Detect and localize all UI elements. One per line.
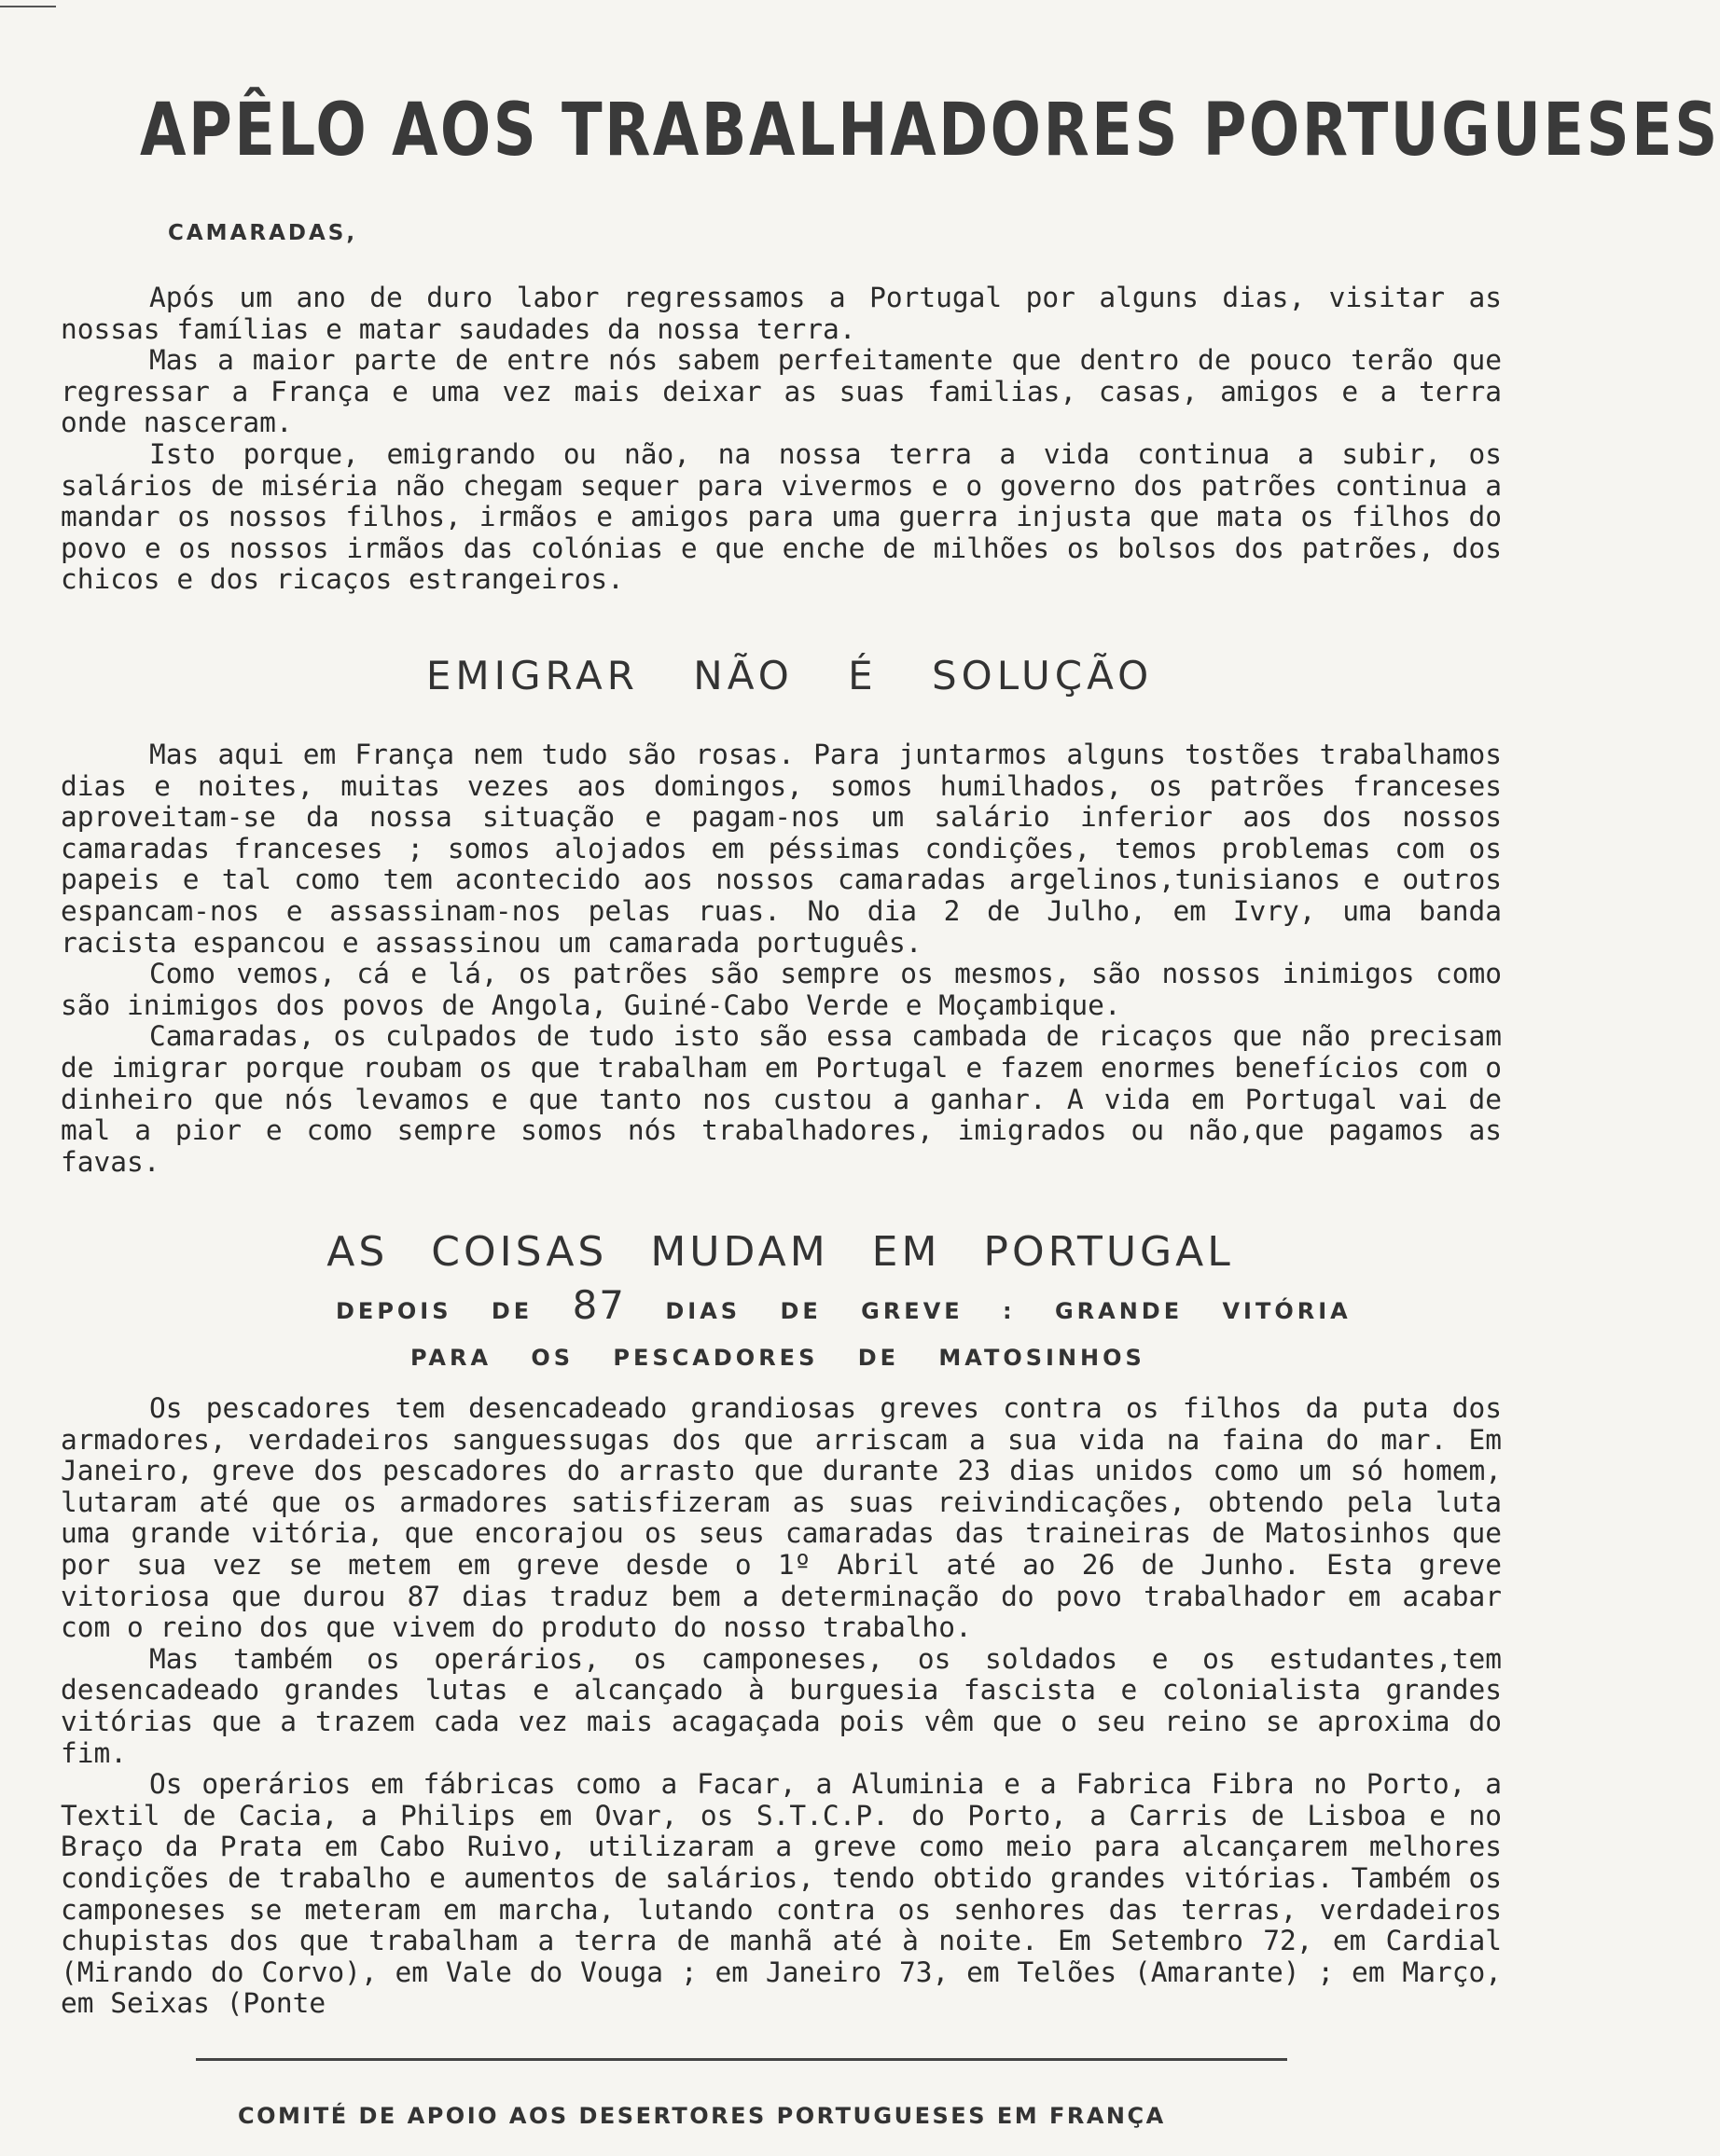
- page-title: APÊLO AOS TRABALHADORES PORTUGUESES: [140, 89, 1720, 173]
- top-edge-line: [0, 6, 56, 7]
- footer-signature: COMITÉ DE APOIO AOS DESERTORES PORTUGUESES EM FRANÇA: [238, 2103, 1166, 2129]
- portugal-paragraph-3: Os operários em fábricas como a Facar, a Aluminia e a Fabrica Fibra no Porto, a Textil de Cacia, a Philips em Ovar, os S.T.C.P. do Porto, a Carris de Lisboa e no Braço da Prata em Cabo Ruivo, utilizaram a greve como meio para alcançarem melhores condições de trabalho e aumentos de salários, tendo obtido grandes vitórias. Também os camponeses se meteram em marcha, lutando contra os senhores das terras, verdadeiros chupistas dos que trabalham a terra de manhã até à noite. Em Setembro 72, em Cardial (Mirando do Corvo), em Vale do Vouga ; em Janeiro 73, em Telões (Amarante) ; em Março, em Seixas (Ponte: [61, 1768, 1502, 2020]
- emigrar-paragraph-3: Camaradas, os culpados de tudo isto são essa cambada de ricaços que não precisam de imigrar porque roubam os que trabalham em Portugal e fazem enormes benefícios com o dinheiro que nós levamos e que tanto nos custou a ganhar. A vida em Portugal vai de mal a pior e como sempre somos nós trabalhadores, imigrados ou não,que pagamos as favas.: [61, 1020, 1502, 1178]
- section-heading-coisas: AS COISAS MUDAM EM PORTUGAL: [326, 1228, 1234, 1276]
- footer-divider: [196, 2058, 1287, 2061]
- intro-paragraph-1: Após um ano de duro labor regressamos a Portugal por alguns dias, visitar as nossas famílias e matar saudades da nossa terra.: [61, 282, 1502, 345]
- emigrar-section: [61, 739, 1502, 1178]
- section-heading-emigrar: EMIGRAR NÃO É SOLUÇÃO: [425, 653, 1154, 698]
- intro-paragraph-3: Isto porque, emigrando ou não, na nossa terra a vida continua a subir, os salários de miséria não chegam sequer para vivermos e o governo dos patrões continua a mandar os nossos filhos, irmãos e amigos para uma guerra injusta que mata os filhos do povo e os nossos irmãos das colónias e que enche de milhões os bolsos dos patrões, dos chicos e dos ricaços estrangeiros.: [61, 437, 1502, 596]
- subheading-pescadores: PARA OS PESCADORES DE MATOSINHOS: [410, 1345, 1145, 1371]
- subheading-dias-greve: DIAS DE GREVE : GRANDE VITÓRIA: [665, 1298, 1352, 1324]
- subheading-depois-de: DEPOIS DE: [336, 1298, 534, 1324]
- subheading-days-number: 87: [572, 1282, 627, 1328]
- intro-paragraph-2: Mas a maior parte de entre nós sabem perfeitamente que dentro de pouco terão que regressar a França e uma vez mais deixar as suas familias, casas, amigos e a terra onde nasceram.: [61, 344, 1502, 439]
- emigrar-paragraph-2: Como vemos, cá e lá, os patrões são sempre os mesmos, são nossos inimigos como são inimigos dos povos de Angola, Guiné-Cabo Verde e Moçambique.: [61, 958, 1502, 1021]
- portugal-paragraph-1: Os pescadores tem desencadeado grandiosas greves contra os filhos da puta dos armadores, verdadeiros sanguessugas dos que arriscam a sua vida na faina do mar. Em Janeiro, greve dos pescadores do arrasto que durante 23 dias unidos como um só homem, lutaram até que os armadores satisfizeram as suas reivindicações, obtendo pela luta uma grande vitória, que encorajou os seus camaradas das traineiras de Matosinhos que por sua vez se metem em greve desde o 1º Abril até ao 26 de Junho. Esta greve vitoriosa que durou 87 dias traduz bem a determinação do povo trabalhador em acabar com o reino dos que vivem do produto do nosso trabalho.: [61, 1392, 1502, 1644]
- portugal-section: [61, 1393, 1502, 2020]
- salutation: CAMARADAS,: [168, 221, 358, 245]
- emigrar-paragraph-1: Mas aqui em França nem tudo são rosas. Para juntarmos alguns tostões trabalhamos dias e noites, muitas vezes aos domingos, somos humilhados, os patrões franceses aproveitam-se da nossa situação e pagam-nos um salário inferior aos dos nossos camaradas franceses ; somos alojados em péssimas condições, temos problemas com os papeis e tal como tem acontecido aos nossos camaradas argelinos,tunisianos e outros espancam-nos e assassinam-nos pelas ruas. No dia 2 de Julho, em Ivry, uma banda racista espancou e assassinou um camarada português.: [61, 739, 1502, 959]
- portugal-paragraph-2: Mas também os operários, os camponeses, os soldados e os estudantes,tem desencadeado grandes lutas e alcançado à burguesia fascista e colonialista grandes vitórias que a trazem cada vez mais acagaçada pois vêm que o seu reino se aproxima do fim.: [61, 1642, 1502, 1769]
- intro-section: [61, 283, 1502, 596]
- subheading-greve: [336, 1282, 1352, 1328]
